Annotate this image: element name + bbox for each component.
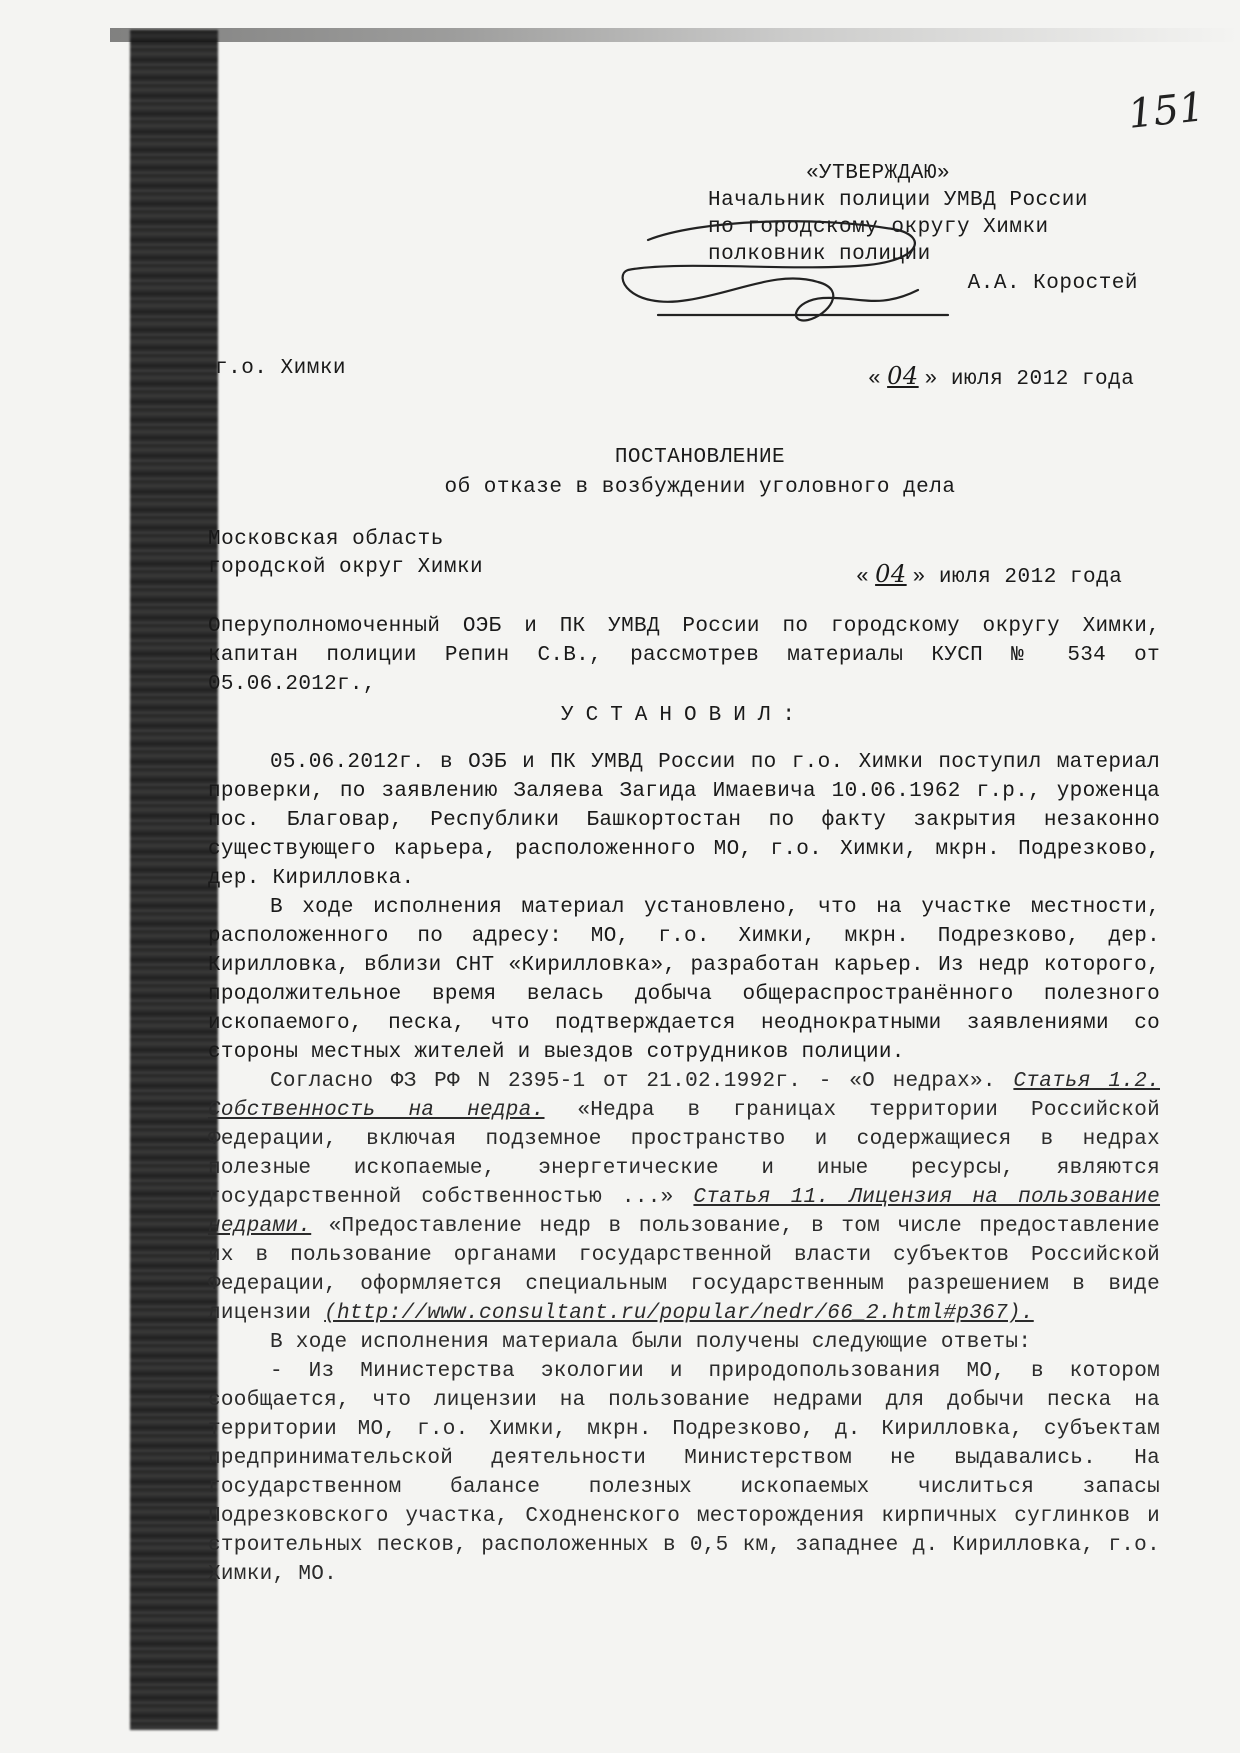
article-heading: Статья 1.2. Собственность на недра. xyxy=(208,1070,1160,1122)
approval-line: по городскому округу Химки xyxy=(708,216,1049,239)
law-reference: Согласно ФЗ РФ N 2395-1 от 21.02.1992г. - «О недрах». xyxy=(270,1070,996,1093)
handwritten-day: 04 xyxy=(887,362,919,390)
date-rest: июля 2012 года xyxy=(950,368,1135,391)
header-place: г.о. Химки xyxy=(215,357,347,380)
location-district: городской округ Химки xyxy=(208,556,484,579)
date-rest: июля 2012 года xyxy=(938,566,1123,589)
date-quote-open: « xyxy=(868,368,882,391)
date-quote-close: » xyxy=(924,368,938,391)
handwritten-day: 04 xyxy=(875,560,907,588)
handwritten-signature xyxy=(618,220,958,340)
paragraph: В ходе исполнения материала были получены следующие ответы: xyxy=(270,1331,1032,1354)
approval-line: полковник полиции xyxy=(708,243,931,266)
intro-paragraph: Оперуполномоченный ОЭБ и ПК УМВД России по городскому округу Химки, капитан полиции Репин С.В., рассмотрев материалы КУСП № 534 от 05.06.2012г., xyxy=(208,615,1160,696)
scan-shadow-left xyxy=(130,30,218,1730)
document-subtitle: об отказе в возбуждении уголовного дела xyxy=(444,476,956,499)
article-heading: Статья 11. Лицензия на пользование недрами. xyxy=(208,1186,1161,1238)
approval-signer: А.А. Коростей xyxy=(967,272,1138,295)
document-title: ПОСТАНОВЛЕНИЕ xyxy=(614,446,786,469)
page-number: 151 xyxy=(1125,84,1207,138)
article-quote: «Предоставление недр в пользование, в том числе предоставление их в пользование органами государственной власти субъектов Российской Федерации, оформляется специальным государственным разрешением в виде лицензии xyxy=(208,1215,1160,1325)
document-body xyxy=(208,612,1160,1589)
article-quote: «Недра в границах территории Российской Федерации, включая подземное пространство и содержащиеся в недрах полезные ископаемые, энергетические и иные ресурсы, являются государственной собственностью ...» xyxy=(208,1099,1161,1209)
paragraph: - Из Министерства экологии и природопользования МО, в котором сообщается, что лицензии на пользование недрами для добычи песка на территории МО, г.о. Химки, мкрн. Подрезково, д. Кирилловка, субъектам предпринимательской деятельности Министерством не выдавались. На государственном балансе полезных ископаемых числиться запасы Подрезковского участка, Сходненского месторождения кирпичных суглинков и строительных песков, расположенных в 0,5 км, западнее д. Кирилловка, г.о. Химки, МО. xyxy=(208,1360,1160,1586)
paragraph: 05.06.2012г. в ОЭБ и ПК УМВД России по г.о. Химки поступил материал проверки, по заявлению Заляева Загида Имаевича 10.06.1962 г.р., уроженца пос. Благовар, Республики Башкортостан по факту закрытия незаконно существующего карьера, расположенного МО, г.о. Химки, мкрн. Подрезково, дер. Кирилловка. xyxy=(208,751,1160,890)
approval-line: Начальник полиции УМВД России xyxy=(708,189,1088,212)
approval-title: «УТВЕРЖДАЮ» xyxy=(805,162,951,185)
header-date xyxy=(868,362,1134,391)
date-quote-open: « xyxy=(856,566,870,589)
location-region: Московская область xyxy=(208,528,444,551)
paragraph: В ходе исполнения материал установлено, что на участке местности, расположенного по адресу: МО, г.о. Химки, мкрн. Подрезково, дер. Кирилловка, вблизи СНТ «Кирилловка», разработан карьер. Из недр которого, продолжительное время велась добыча общераспространённого полезного ископаемого, песка, что подтверждается неоднократными заявлениями со стороны местных жителей и выездов сотрудников полиции. xyxy=(208,896,1160,1064)
source-link: (http://www.consultant.ru/popular/nedr/66_2.html#p367). xyxy=(324,1302,1034,1325)
established-heading: УСТАНОВИЛ: xyxy=(560,704,808,727)
scan-shadow-top xyxy=(110,28,1240,42)
date-quote-close: » xyxy=(912,566,926,589)
paragraph xyxy=(208,1067,1160,1328)
location-date xyxy=(856,560,1122,589)
